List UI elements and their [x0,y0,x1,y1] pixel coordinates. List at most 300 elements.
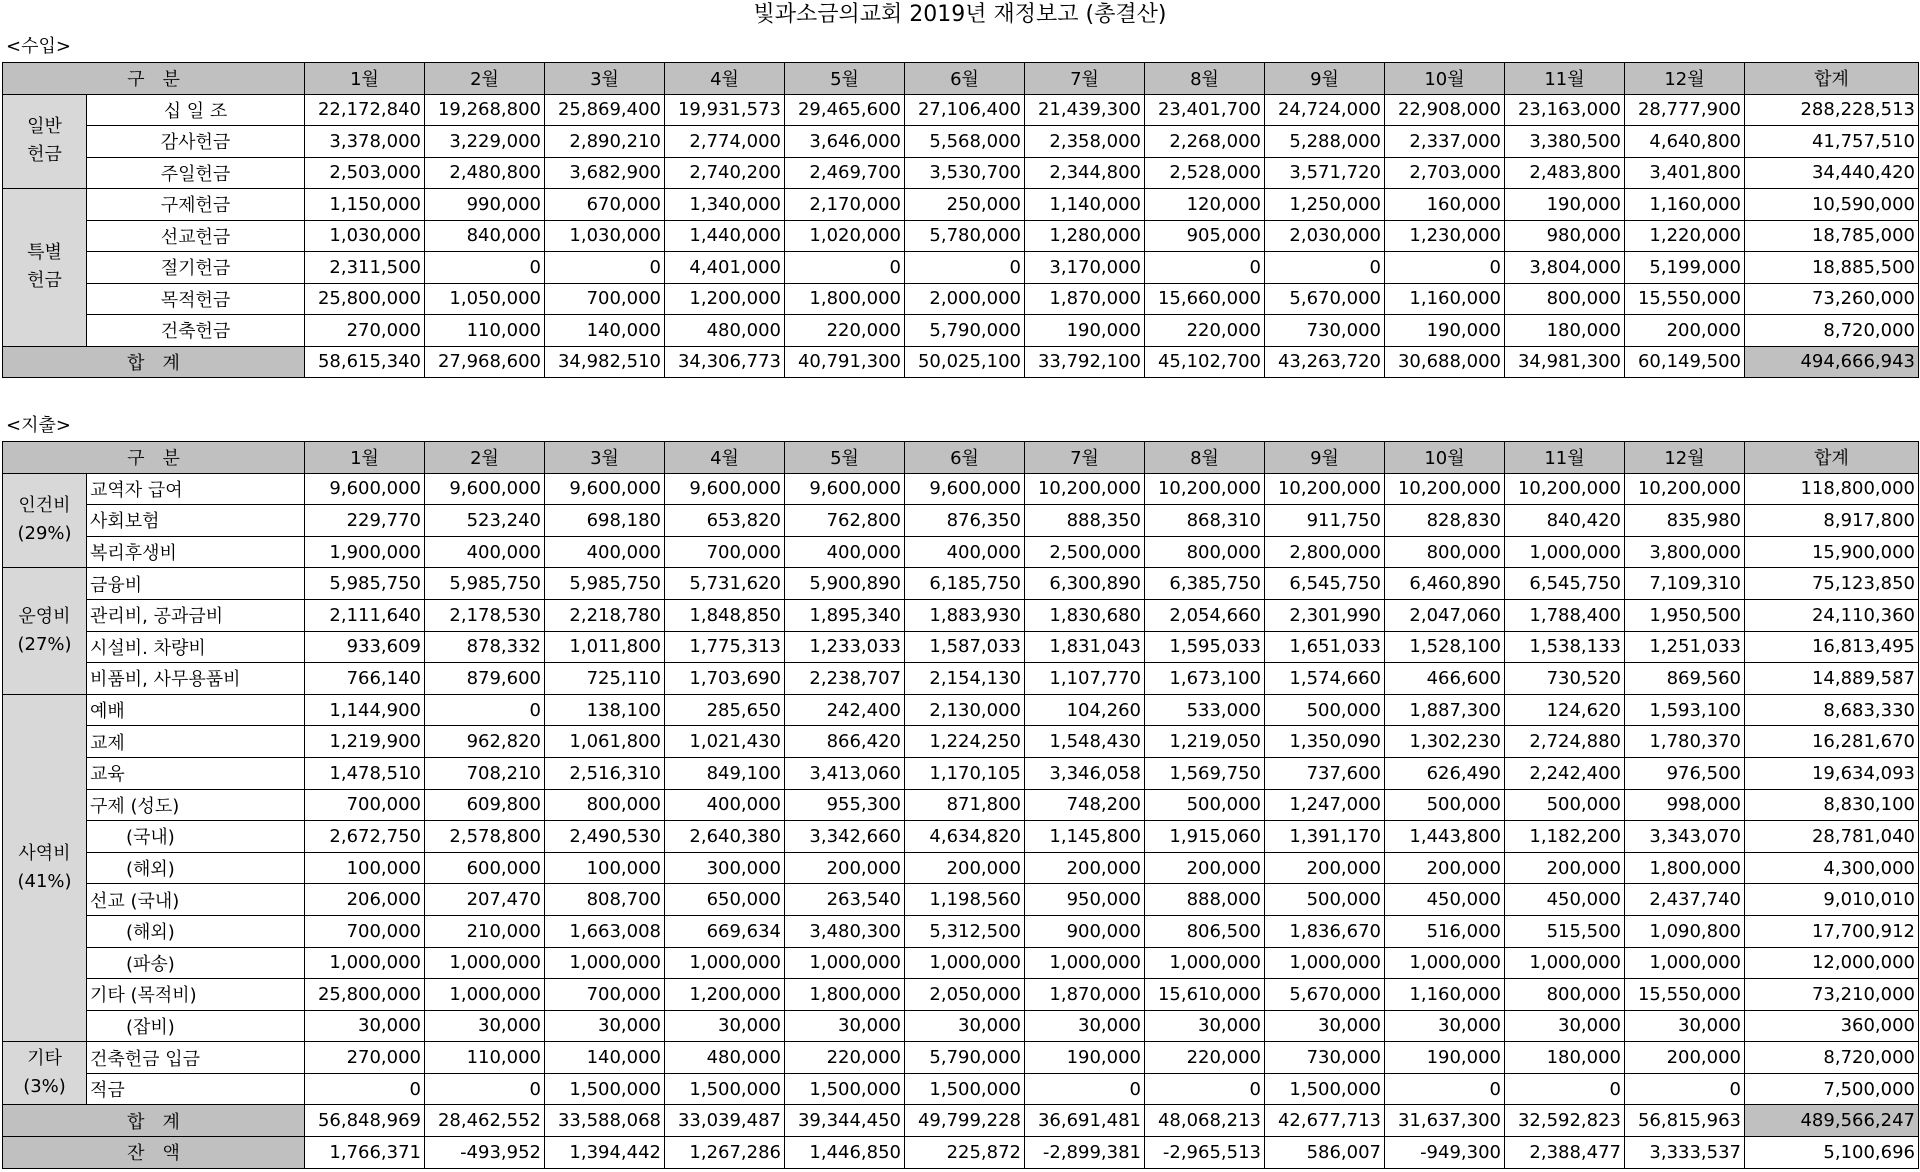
cell-value: 5,985,750 [305,568,425,600]
table-row [3,505,1919,537]
cell-value: 140,000 [545,315,665,347]
cell-value: 800,000 [1145,536,1265,568]
cell-value: 1,107,770 [1025,663,1145,695]
cell-value: 200,000 [1145,852,1265,884]
cell-value: 868,310 [1145,505,1265,537]
cell-value: 1,182,200 [1505,821,1625,853]
cell-value: 1,250,000 [1265,189,1385,221]
cell-value: 1,915,060 [1145,821,1265,853]
cell-value: 200,000 [1385,852,1505,884]
cell-value: 828,830 [1385,505,1505,537]
cell-value: 879,600 [425,663,545,695]
cell-value: 6,545,750 [1265,568,1385,600]
cell-value: 1,528,100 [1385,631,1505,663]
cell-value: 22,172,840 [305,94,425,126]
table-row [3,726,1919,758]
header-total: 합계 [1745,63,1919,95]
cell-value: 5,790,000 [905,315,1025,347]
cell-value: 2,703,000 [1385,157,1505,189]
cell-value: 1,200,000 [665,283,785,315]
table-row [3,1010,1919,1042]
cell-value: 2,301,990 [1265,599,1385,631]
cell-value: 5,780,000 [905,220,1025,252]
cell-total: 12,000,000 [1745,947,1919,979]
cell-value: 2,358,000 [1025,126,1145,158]
cell-total: 75,123,850 [1745,568,1919,600]
cell-value: 31,637,300 [1385,1105,1505,1137]
cell-value: 1,446,850 [785,1137,905,1169]
cell-value: 15,550,000 [1625,979,1745,1011]
cell-value: 3,804,000 [1505,252,1625,284]
cell-value: 3,380,500 [1505,126,1625,158]
header-month: 7월 [1025,63,1145,95]
cell-total: 73,210,000 [1745,979,1919,1011]
cell-value: 1,000,000 [665,947,785,979]
cell-value: 2,130,000 [905,694,1025,726]
cell-value: 1,302,230 [1385,726,1505,758]
cell-value: 0 [1265,252,1385,284]
cell-value: 2,490,530 [545,821,665,853]
cell-value: 1,280,000 [1025,220,1145,252]
cell-value: 30,688,000 [1385,346,1505,378]
cell-value: 200,000 [1625,1042,1745,1074]
cell-total: 288,228,513 [1745,94,1919,126]
report-title: 빛과소금의교회 2019년 재정보고 (총결산) [753,2,1167,27]
cell-value: 1,000,000 [1385,947,1505,979]
cell-value: 1,394,442 [545,1137,665,1169]
header-month: 2월 [425,63,545,95]
table-row [3,157,1919,189]
table-row [3,821,1919,853]
cell-value: 609,800 [425,789,545,821]
cell-value: 200,000 [1625,315,1745,347]
cell-value: 1,836,670 [1265,915,1385,947]
cell-value: 700,000 [305,915,425,947]
header-month: 12월 [1625,442,1745,474]
cell-total: 16,281,670 [1745,726,1919,758]
income-section-label: <수입> [6,36,71,57]
cell-value: 190,000 [1505,189,1625,221]
cell-value: 2,111,640 [305,599,425,631]
cell-value: 2,578,800 [425,821,545,853]
cell-value: 1,090,800 [1625,915,1745,947]
cell-value: 871,800 [905,789,1025,821]
cell-value: 1,350,090 [1265,726,1385,758]
header-month: 3월 [545,442,665,474]
cell-value: 5,199,000 [1625,252,1745,284]
cell-value: 10,200,000 [1505,473,1625,505]
cell-value: 5,670,000 [1265,283,1385,315]
income-table [2,62,1919,378]
cell-total: 18,785,000 [1745,220,1919,252]
cell-value: 6,300,890 [1025,568,1145,600]
cell-value: 888,000 [1145,884,1265,916]
header-row [3,442,1919,474]
cell-value: 110,000 [425,315,545,347]
cell-value: 2,640,380 [665,821,785,853]
cell-value: 0 [425,1073,545,1105]
cell-total: 73,260,000 [1745,283,1919,315]
table-row [3,473,1919,505]
cell-value: 1,000,000 [305,947,425,979]
cell-value: 50,025,100 [905,346,1025,378]
cell-value: 3,413,060 [785,757,905,789]
cell-value: 3,530,700 [905,157,1025,189]
table-row [3,852,1919,884]
cell-value: 1,011,800 [545,631,665,663]
cell-value: 708,210 [425,757,545,789]
cell-value: 30,000 [1505,1010,1625,1042]
cell-value: 0 [1025,1073,1145,1105]
cell-value: 2,388,477 [1505,1137,1625,1169]
cell-value: 2,238,707 [785,663,905,695]
expense-section-label: <지출> [6,415,71,436]
cell-value: 1,021,430 [665,726,785,758]
cell-value: 1,775,313 [665,631,785,663]
cell-value: 190,000 [1025,315,1145,347]
cell-value: 1,500,000 [665,1073,785,1105]
cell-value: 1,831,043 [1025,631,1145,663]
cell-value: -2,965,513 [1145,1137,1265,1169]
cell-value: 450,000 [1505,884,1625,916]
cell-value: 5,288,000 [1265,126,1385,158]
cell-value: 849,100 [665,757,785,789]
cell-value: 980,000 [1505,220,1625,252]
cell-value: 21,439,300 [1025,94,1145,126]
cell-value: 3,378,000 [305,126,425,158]
sum-row-label: 합 계 [3,346,305,378]
cell-value: 30,000 [1625,1010,1745,1042]
table-row [3,189,1919,221]
cell-value: 220,000 [785,315,905,347]
cell-total: 41,757,510 [1745,126,1919,158]
cell-value: 866,420 [785,726,905,758]
group-label: 기타 (3%) [3,1042,87,1105]
row-label: 복리후생비 [87,536,305,568]
balance-row [3,1137,1919,1169]
cell-value: 9,600,000 [425,473,545,505]
cell-value: 3,401,800 [1625,157,1745,189]
cell-value: 730,520 [1505,663,1625,695]
cell-value: 3,480,300 [785,915,905,947]
cell-value: 1,500,000 [1265,1073,1385,1105]
cell-value: 1,800,000 [785,979,905,1011]
header-month: 1월 [305,442,425,474]
row-label: (해외) [87,852,305,884]
cell-total: 8,917,800 [1745,505,1919,537]
cell-value: 1,145,800 [1025,821,1145,853]
cell-value: 876,350 [905,505,1025,537]
cell-value: 725,110 [545,663,665,695]
table-row [3,789,1919,821]
cell-value: 30,000 [785,1010,905,1042]
cell-value: 9,600,000 [905,473,1025,505]
table-row [3,915,1919,947]
cell-value: 480,000 [665,315,785,347]
row-label: 구제 (성도) [87,789,305,821]
cell-value: 515,500 [1505,915,1625,947]
cell-value: 25,869,400 [545,94,665,126]
cell-value: 1,848,850 [665,599,785,631]
cell-value: 700,000 [665,536,785,568]
header-category: 구 분 [3,442,305,474]
sum-row-total: 494,666,943 [1745,346,1919,378]
cell-value: 6,385,750 [1145,568,1265,600]
table-row [3,220,1919,252]
cell-value: 2,672,750 [305,821,425,853]
cell-value: 34,981,300 [1505,346,1625,378]
table-row [3,252,1919,284]
cell-value: 10,200,000 [1025,473,1145,505]
cell-value: 500,000 [1505,789,1625,821]
cell-value: 2,469,700 [785,157,905,189]
cell-value: 30,000 [545,1010,665,1042]
cell-value: 1,887,300 [1385,694,1505,726]
cell-value: 7,109,310 [1625,568,1745,600]
cell-value: 976,500 [1625,757,1745,789]
cell-value: 1,440,000 [665,220,785,252]
cell-value: 9,600,000 [305,473,425,505]
cell-value: 33,588,068 [545,1105,665,1137]
cell-value: 4,640,800 [1625,126,1745,158]
table-row [3,663,1919,695]
cell-value: 9,600,000 [785,473,905,505]
cell-value: 3,343,070 [1625,821,1745,853]
header-month: 7월 [1025,442,1145,474]
cell-value: 1,595,033 [1145,631,1265,663]
header-month: 2월 [425,442,545,474]
cell-value: 23,163,000 [1505,94,1625,126]
cell-total: 24,110,360 [1745,599,1919,631]
row-label: 교제 [87,726,305,758]
cell-value: 15,660,000 [1145,283,1265,315]
cell-value: 120,000 [1145,189,1265,221]
cell-value: 4,634,820 [905,821,1025,853]
cell-value: 400,000 [545,536,665,568]
cell-value: 30,000 [905,1010,1025,1042]
cell-total: 8,830,100 [1745,789,1919,821]
cell-value: -949,300 [1385,1137,1505,1169]
cell-total: 34,440,420 [1745,157,1919,189]
sum-row-label: 합 계 [3,1105,305,1137]
cell-value: 4,401,000 [665,252,785,284]
cell-value: 1,673,100 [1145,663,1265,695]
cell-total: 15,900,000 [1745,536,1919,568]
cell-value: 840,000 [425,220,545,252]
cell-value: 33,792,100 [1025,346,1145,378]
cell-value: 1,230,000 [1385,220,1505,252]
cell-value: 3,571,720 [1265,157,1385,189]
cell-total: 14,889,587 [1745,663,1919,695]
header-category: 구 분 [3,63,305,95]
cell-value: 43,263,720 [1265,346,1385,378]
group-label: 일반 헌금 [3,94,87,189]
group-label: 운영비 (27%) [3,568,87,694]
header-month: 5월 [785,442,905,474]
cell-value: 180,000 [1505,315,1625,347]
cell-value: 1,800,000 [785,283,905,315]
cell-value: 962,820 [425,726,545,758]
cell-value: 56,815,963 [1625,1105,1745,1137]
cell-value: 2,054,660 [1145,599,1265,631]
cell-value: 2,000,000 [905,283,1025,315]
cell-value: 800,000 [1505,283,1625,315]
cell-total: 17,700,912 [1745,915,1919,947]
cell-value: 869,560 [1625,663,1745,695]
cell-value: 1,478,510 [305,757,425,789]
cell-value: 2,344,800 [1025,157,1145,189]
cell-value: 207,470 [425,884,545,916]
cell-value: 45,102,700 [1145,346,1265,378]
cell-value: 1,050,000 [425,283,545,315]
cell-value: 0 [905,252,1025,284]
cell-value: 19,931,573 [665,94,785,126]
cell-total: 9,010,010 [1745,884,1919,916]
cell-value: 1,000,000 [1025,947,1145,979]
cell-value: 1,233,033 [785,631,905,663]
header-month: 12월 [1625,63,1745,95]
cell-value: 2,218,780 [545,599,665,631]
row-label: 주일헌금 [87,157,305,189]
cell-value: 0 [425,252,545,284]
cell-value: 3,800,000 [1625,536,1745,568]
row-label: 금융비 [87,568,305,600]
header-row [3,63,1919,95]
cell-value: 39,344,450 [785,1105,905,1137]
header-month: 11월 [1505,63,1625,95]
cell-value: 1,895,340 [785,599,905,631]
cell-value: 6,545,750 [1505,568,1625,600]
cell-value: 1,000,000 [425,979,545,1011]
header-total: 합계 [1745,442,1919,474]
cell-total: 19,634,093 [1745,757,1919,789]
cell-value: 6,185,750 [905,568,1025,600]
group-label: 인건비 (29%) [3,473,87,568]
cell-value: 2,503,000 [305,157,425,189]
cell-value: 200,000 [1505,852,1625,884]
cell-value: 6,460,890 [1385,568,1505,600]
cell-value: 1,160,000 [1625,189,1745,221]
cell-value: 220,000 [785,1042,905,1074]
row-label: 교역자 급여 [87,473,305,505]
header-month: 4월 [665,63,785,95]
cell-value: 206,000 [305,884,425,916]
cell-total: 8,683,330 [1745,694,1919,726]
cell-value: 3,646,000 [785,126,905,158]
cell-value: 1,900,000 [305,536,425,568]
cell-value: 1,251,033 [1625,631,1745,663]
cell-value: 29,465,600 [785,94,905,126]
cell-value: 2,242,400 [1505,757,1625,789]
cell-value: 140,000 [545,1042,665,1074]
cell-value: -493,952 [425,1137,545,1169]
cell-value: 1,788,400 [1505,599,1625,631]
cell-value: -2,899,381 [1025,1137,1145,1169]
row-label: 십 일 조 [87,94,305,126]
cell-value: 990,000 [425,189,545,221]
group-label: 사역비 (41%) [3,694,87,1042]
expense-table [2,441,1919,1169]
header-month: 9월 [1265,442,1385,474]
table-row [3,283,1919,315]
cell-value: 905,000 [1145,220,1265,252]
cell-value: 190,000 [1385,315,1505,347]
cell-value: 30,000 [305,1010,425,1042]
cell-value: 49,799,228 [905,1105,1025,1137]
cell-value: 2,268,000 [1145,126,1265,158]
header-month: 6월 [905,63,1025,95]
cell-value: 33,039,487 [665,1105,785,1137]
cell-value: 2,311,500 [305,252,425,284]
cell-value: 3,682,900 [545,157,665,189]
cell-value: 1,140,000 [1025,189,1145,221]
cell-value: 1,883,930 [905,599,1025,631]
cell-value: 2,050,000 [905,979,1025,1011]
cell-value: 653,820 [665,505,785,537]
table-row [3,1042,1919,1074]
cell-value: 5,312,500 [905,915,1025,947]
header-month: 11월 [1505,442,1625,474]
row-label: 비품비, 사무용품비 [87,663,305,695]
cell-value: 800,000 [545,789,665,821]
cell-value: 1,766,371 [305,1137,425,1169]
cell-value: 1,800,000 [1625,852,1745,884]
cell-value: 730,000 [1265,1042,1385,1074]
cell-value: 840,420 [1505,505,1625,537]
cell-value: 955,300 [785,789,905,821]
cell-value: 5,985,750 [545,568,665,600]
cell-value: 1,220,000 [1625,220,1745,252]
cell-value: 0 [1625,1073,1745,1105]
table-row [3,315,1919,347]
table-row [3,884,1919,916]
cell-total: 18,885,500 [1745,252,1919,284]
cell-value: 400,000 [665,789,785,821]
cell-value: 242,400 [785,694,905,726]
row-label: 관리비, 공과금비 [87,599,305,631]
cell-value: 270,000 [305,1042,425,1074]
header-month: 8월 [1145,63,1265,95]
cell-value: 2,047,060 [1385,599,1505,631]
cell-value: 5,568,000 [905,126,1025,158]
cell-value: 10,200,000 [1145,473,1265,505]
cell-value: 1,830,680 [1025,599,1145,631]
cell-value: 3,346,058 [1025,757,1145,789]
cell-value: 3,342,660 [785,821,905,853]
cell-value: 1,000,000 [1505,947,1625,979]
row-label: 선교 (국내) [87,884,305,916]
cell-value: 737,600 [1265,757,1385,789]
cell-value: 2,154,130 [905,663,1025,695]
cell-total: 4,300,000 [1745,852,1919,884]
header-month: 3월 [545,63,665,95]
cell-value: 104,260 [1025,694,1145,726]
cell-value: 58,615,340 [305,346,425,378]
cell-value: 3,333,537 [1625,1137,1745,1169]
cell-value: 3,170,000 [1025,252,1145,284]
cell-value: 5,790,000 [905,1042,1025,1074]
cell-value: 220,000 [1145,315,1265,347]
cell-value: 766,140 [305,663,425,695]
cell-value: 1,870,000 [1025,979,1145,1011]
cell-value: 1,548,430 [1025,726,1145,758]
table-row [3,947,1919,979]
cell-value: 1,000,000 [785,947,905,979]
table-row [3,979,1919,1011]
cell-value: 30,000 [425,1010,545,1042]
row-label: (해외) [87,915,305,947]
cell-value: 450,000 [1385,884,1505,916]
